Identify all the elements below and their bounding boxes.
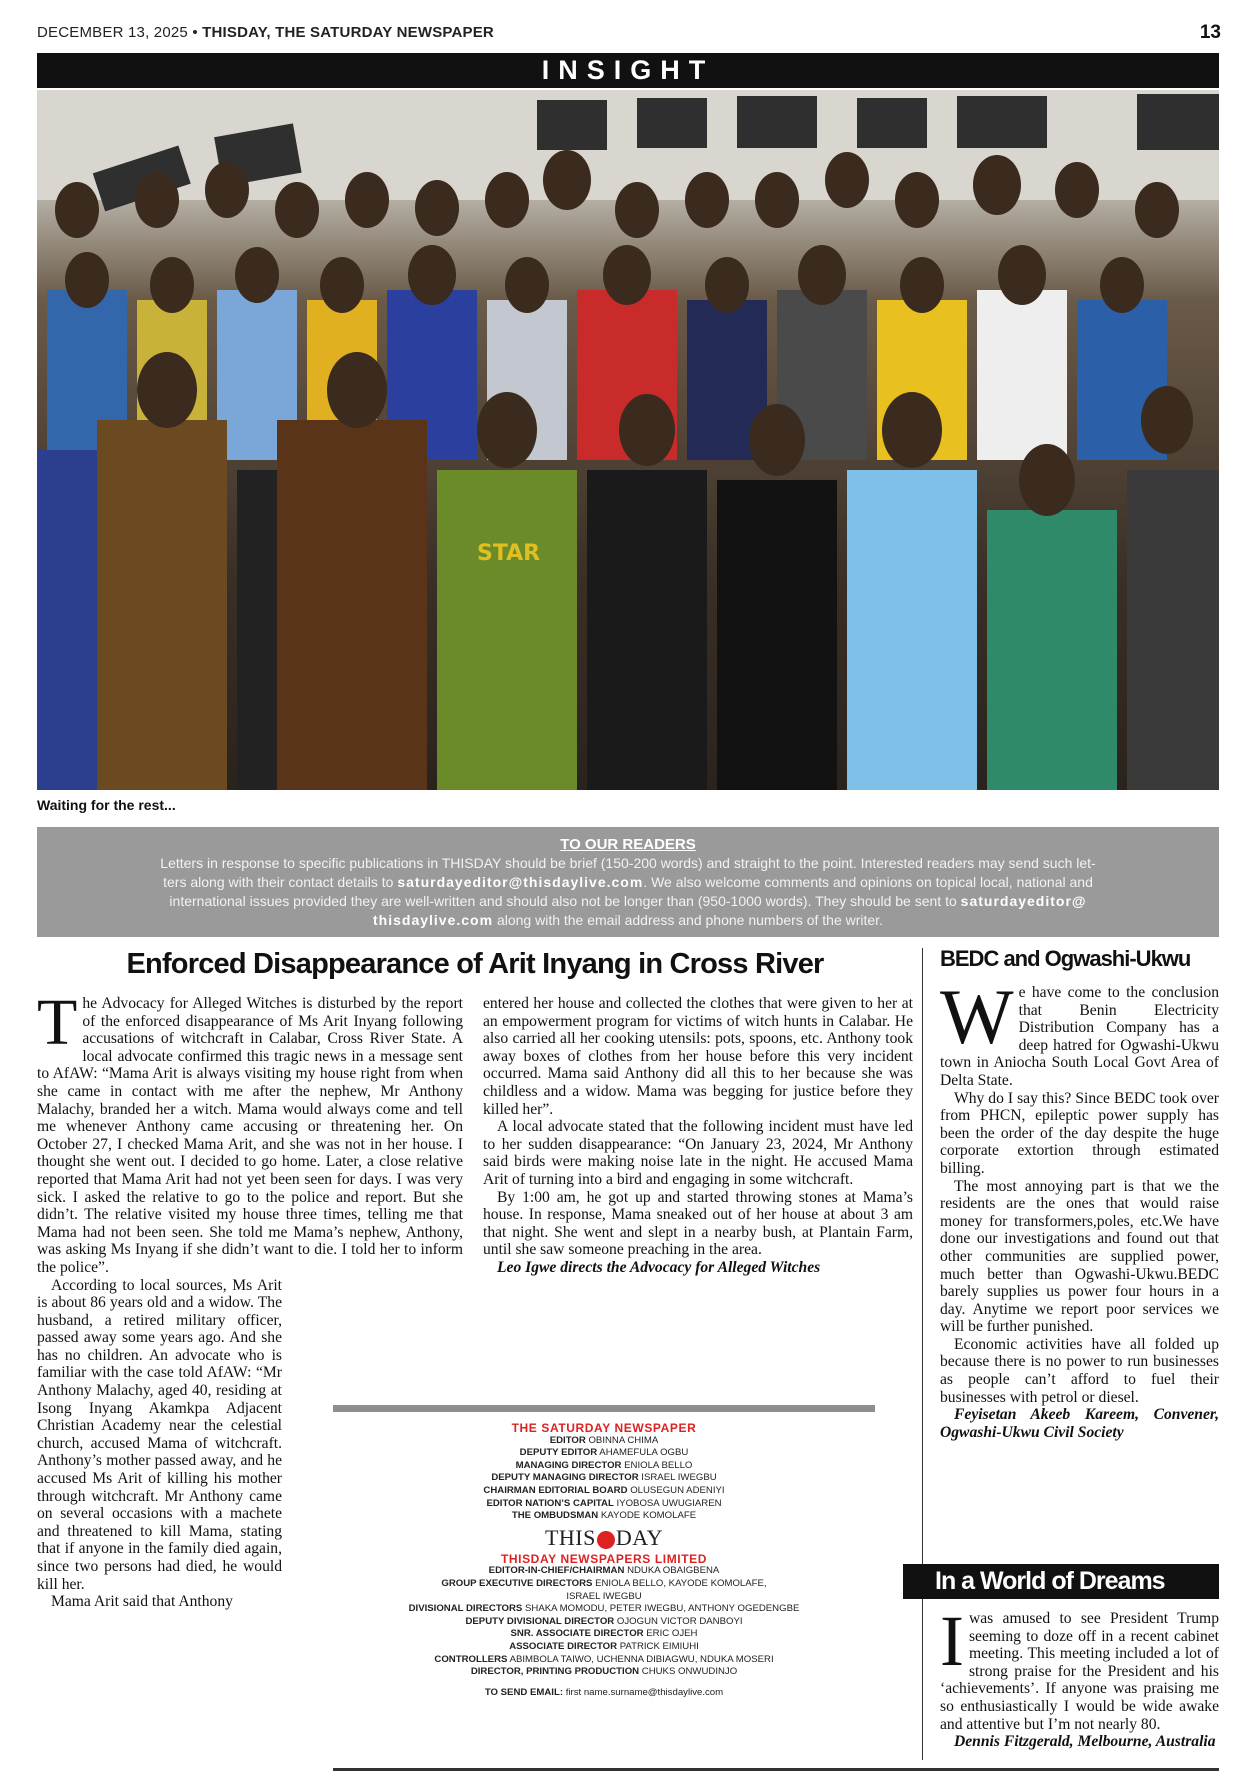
letter-headline-bedc: BEDC and Ogwashi-Ukwu [940, 946, 1191, 971]
masthead-row [333, 1666, 875, 1679]
issue-date: DECEMBER 13, 2025 [37, 24, 188, 41]
masthead-title: THE SATURDAY NEWSPAPER [511, 1421, 697, 1435]
masthead-row [333, 1616, 875, 1629]
page-header-dateline: DECEMBER 13, 2025 • THISDAY, THE SATURDAY NEWSPAPER [37, 24, 494, 41]
masthead-person: SHAKA MOMODU, PETER IWEGBU, ANTHONY OGEDENGBE [525, 1603, 800, 1615]
drop-cap: W [940, 973, 1014, 1060]
masthead-person: OBINNA CHIMA [588, 1434, 659, 1446]
masthead-person: NDUKA OBAIGBENA [627, 1565, 720, 1577]
column-divider [922, 948, 923, 1760]
masthead [333, 1422, 875, 1699]
article-paragraph [37, 986, 463, 1277]
masthead-row [333, 1498, 875, 1511]
article-column-2 [483, 995, 913, 1277]
send-email-label: TO SEND EMAIL: [484, 1686, 564, 1698]
masthead-role: DEPUTY MANAGING DIRECTOR [491, 1472, 639, 1484]
masthead-rule [333, 1405, 875, 1412]
masthead-row [333, 1603, 875, 1616]
svg-text:STAR: STAR [477, 541, 541, 566]
masthead-row [333, 1641, 875, 1654]
masthead-person: OJOGUN VICTOR DANBOYI [616, 1615, 743, 1627]
masthead-role: THE OMBUDSMAN [511, 1510, 599, 1522]
masthead-person: ENIOLA BELLO [624, 1459, 693, 1471]
masthead-row [333, 1435, 875, 1448]
masthead-role: CONTROLLERS [434, 1653, 508, 1665]
masthead-person: ABIMBOLA TAIWO, UCHENNA DIBIAGWU, NDUKA MOSERI [509, 1653, 774, 1665]
readers-line-2a: ters along with their contact details to [163, 874, 394, 890]
letter-paragraph: Why do I say this? Since BEDC took over from PHCN, epileptic power supply has been the order of the day despite the huge corporate extortion through estimated billing. [940, 1089, 1219, 1177]
readers-line-2b: . We also welcome comments and opinions on topical local, national and [643, 874, 1093, 890]
letter-text: e have come to the conclusion that Benin Electricity Distribution Company has a deep hatred for Ogwashi-Ukwu town in Aniocha South Local Govt Area of Delta State. [940, 984, 1219, 1089]
letter-headline-dreams: In a World of Dreams [903, 1564, 1219, 1599]
masthead-person: KAYODE KOMOLAFE [600, 1510, 697, 1522]
masthead-row [333, 1472, 875, 1485]
readers-line-4 [51, 911, 1205, 930]
masthead-role: CHAIRMAN EDITORIAL BOARD [483, 1484, 628, 1496]
letter-paragraph: Economic activities have all folded up because there is no power to run businesses as people can’t afford to fuel their businesses with petrol or diesel. [940, 1335, 1219, 1406]
masthead-person: AHAMEFULA OGBU [599, 1447, 689, 1459]
letter-text: was amused to see President Trump seeming to doze off in a recent cabinet meeting. This meeting included a lot of strong praise for the President and his ‘achievements’. If anyone was praising me so enthusiastically I would be wide awake and attentive but I’m not nearly 80. [940, 1610, 1219, 1733]
readers-line-2 [51, 873, 1205, 892]
masthead-editorial-list [333, 1435, 875, 1523]
letter-paragraph [940, 973, 1219, 1090]
editor-email-link-2b[interactable]: thisdaylive.com [373, 912, 494, 928]
article-paragraph: A local advocate stated that the following incident must have led to her sudden disappearance: “On January 23, 2024, Mr Anthony said birds were making noise late in the night. He accused Mama Arit of turning into a bird and engaging in some witchcraft. [483, 1118, 913, 1188]
letter-dreams [940, 1601, 1219, 1751]
masthead-person: PATRICK EIMIUHI [619, 1640, 699, 1652]
photo-caption: Waiting for the rest... [37, 797, 176, 813]
masthead-role: DIVISIONAL DIRECTORS [408, 1603, 523, 1615]
drop-cap: T [37, 986, 78, 1059]
masthead-row [333, 1485, 875, 1498]
masthead-role: DEPUTY DIVISIONAL DIRECTOR [465, 1615, 615, 1627]
main-article-headline: Enforced Disappearance of Arit Inyang in Cross River [126, 948, 824, 980]
masthead-person: IYOBOSA UWUGIAREN [616, 1497, 722, 1509]
letter-signature: Feyisetan Akeeb Kareem, Convener, Ogwashi-Ukwu Civil Society [940, 1406, 1219, 1441]
masthead-row [333, 1628, 875, 1641]
send-email-value[interactable]: first name.surname@thisdaylive.com [565, 1686, 724, 1698]
page-number: 13 [1199, 22, 1221, 43]
letter-paragraph: The most annoying part is that we the residents are the ones that would raise money for transformers,poles, etc.We have done our investigations and found out that other communities are supplied power, much better than Ogwashi-Ukwu.BEDC barely supplies us power four hours in a day. Anytime we report poor services we will be further punished. [940, 1177, 1219, 1336]
readers-line-1: Letters in response to specific publications in THISDAY should be brief (150-200 words) and straight to the point. Interested readers may send such let- [160, 855, 1096, 871]
masthead-row [333, 1460, 875, 1473]
paper-name: THISDAY, THE SATURDAY NEWSPAPER [202, 24, 494, 41]
article-paragraph: By 1:00 am, he got up and started throwing stones at Mama’s house. In response, Mama sneaked out of her house at about 3 am that night. She went and slept in a nearby bush, at Plantain Farm, until she saw someone preaching in the area. [483, 1188, 913, 1259]
masthead-role: DIRECTOR, PRINTING PRODUCTION [470, 1666, 640, 1678]
crowd-photo-illustration [37, 90, 1219, 790]
masthead-row [333, 1447, 875, 1460]
thisday-logo [333, 1524, 875, 1550]
masthead-role: EDITOR-IN-CHIEF/CHAIRMAN [488, 1565, 625, 1577]
letter-signature: Dennis Fitzgerald, Melbourne, Australia [954, 1733, 1216, 1751]
article-signature: Leo Igwe directs the Advocacy for Alleged Witches [497, 1258, 821, 1276]
editor-email-link[interactable]: saturdayeditor@thisdaylive.com [397, 874, 644, 890]
logo-left: THIS [544, 1524, 596, 1550]
masthead-person: CHUKS ONWUDINJO [641, 1666, 738, 1678]
logo-emblem-icon [597, 1531, 615, 1549]
masthead-row [333, 1591, 875, 1604]
article-text: he Advocacy for Alleged Witches is disturbed by the report of the enforced disappearance of Ms Arit Inyang following accusations of witchcraft in Calabar, Cross River State. A local advocate confirmed this tragic news in a message sent to AfAW: “Mama Arit is always visiting my house right from when she came in contact with me after the nephew, Mr Anthony Malachy, branded her a witch. Mama would always come and tell me whenever Anthony came accusing or threatening her. On October 27, I checked Mama Arit, and she was not in her house. I thought she went out. I decided to go home. Later, a close relative reported that Mama Arit had not yet been seen for days. I was very sick. I asked the relative to go to the police and report. But she didn’t. The relative visited my house three times, telling me that Mama had not been seen. She told me Mama’s nephew, Anthony, was asking Ms Inyang if she didn’t want to die. I told her to inform the police”. [37, 995, 463, 1276]
readers-line-3a: international issues provided they are well-written and should also not be longer than (950-1000 words). They should be sent to [169, 893, 957, 909]
readers-line-3 [51, 892, 1205, 911]
editor-email-link-2[interactable]: saturdayeditor@ [960, 893, 1087, 909]
send-email-line [333, 1687, 875, 1700]
letter-paragraph [940, 1601, 1219, 1733]
masthead-role: ASSOCIATE DIRECTOR [509, 1640, 618, 1652]
article-paragraph: Mama Arit said that Anthony [51, 1593, 233, 1611]
logo-right: DAY [615, 1524, 664, 1550]
letter-bedc [940, 973, 1219, 1441]
masthead-role: EDITOR [549, 1434, 586, 1446]
to-our-readers-box [37, 827, 1219, 937]
masthead-company-list [333, 1565, 875, 1678]
readers-box-title: TO OUR READERS [560, 836, 696, 853]
main-photo [37, 90, 1219, 790]
section-banner: INSIGHT [37, 53, 1219, 88]
masthead-row [333, 1510, 875, 1523]
masthead-role: EDITOR NATION’S CAPITAL [486, 1497, 614, 1509]
masthead-person: ERIC OJEH [646, 1628, 698, 1640]
masthead-person: ISRAEL IWEGBU [641, 1472, 717, 1484]
drop-cap: I [940, 1601, 964, 1681]
masthead-role: GROUP EXECUTIVE DIRECTORS [441, 1577, 593, 1589]
masthead-person: ISRAEL IWEGBU [566, 1590, 642, 1602]
masthead-role: MANAGING DIRECTOR [515, 1459, 622, 1471]
masthead-person: OLUSEGUN ADENIYI [630, 1484, 725, 1496]
article-paragraph: According to local sources, Ms Arit is about 86 years old and a widow. The husband, a retired military officer, passed away some years ago. And she has no children. An advocate who is familiar with the case told AfAW: “Mr Anthony Malachy, aged 40, residing at Isong Inyang Akamkpa Adjacent Christian Academy near the celestial church, accused Mama of witchcraft. Anthony’s mother passed away, and he accused Ms Arit of killing his mother through witchcraft. Mr Anthony came on several occasions with a machete and threatened to kill Mama, stating that if anyone in the family died again, since two persons had died, he would kill her. [37, 1276, 282, 1593]
masthead-row [333, 1565, 875, 1578]
bottom-rule [333, 1768, 1219, 1771]
masthead-company: THISDAY NEWSPAPERS LIMITED [500, 1551, 708, 1566]
masthead-role: DEPUTY EDITOR [519, 1447, 598, 1459]
masthead-role: SNR. ASSOCIATE DIRECTOR [510, 1628, 644, 1640]
masthead-row [333, 1654, 875, 1667]
masthead-row [333, 1578, 875, 1591]
article-paragraph: entered her house and collected the clothes that were given to her at an empowerment program for victims of witch hunts in Calabar. He also carried all her cooking utensils: pots, spoons, etc. Anthony took away boxes of clothes from her house before this very incident occurred. Mama said Anthony did all this to her because she was childless and a widow. Mama was begging for justice before they killed her”. [483, 995, 913, 1118]
readers-line-4-text: along with the email address and phone numbers of the writer. [496, 912, 883, 928]
masthead-person: ENIOLA BELLO, KAYODE KOMOLAFE, [595, 1577, 767, 1589]
